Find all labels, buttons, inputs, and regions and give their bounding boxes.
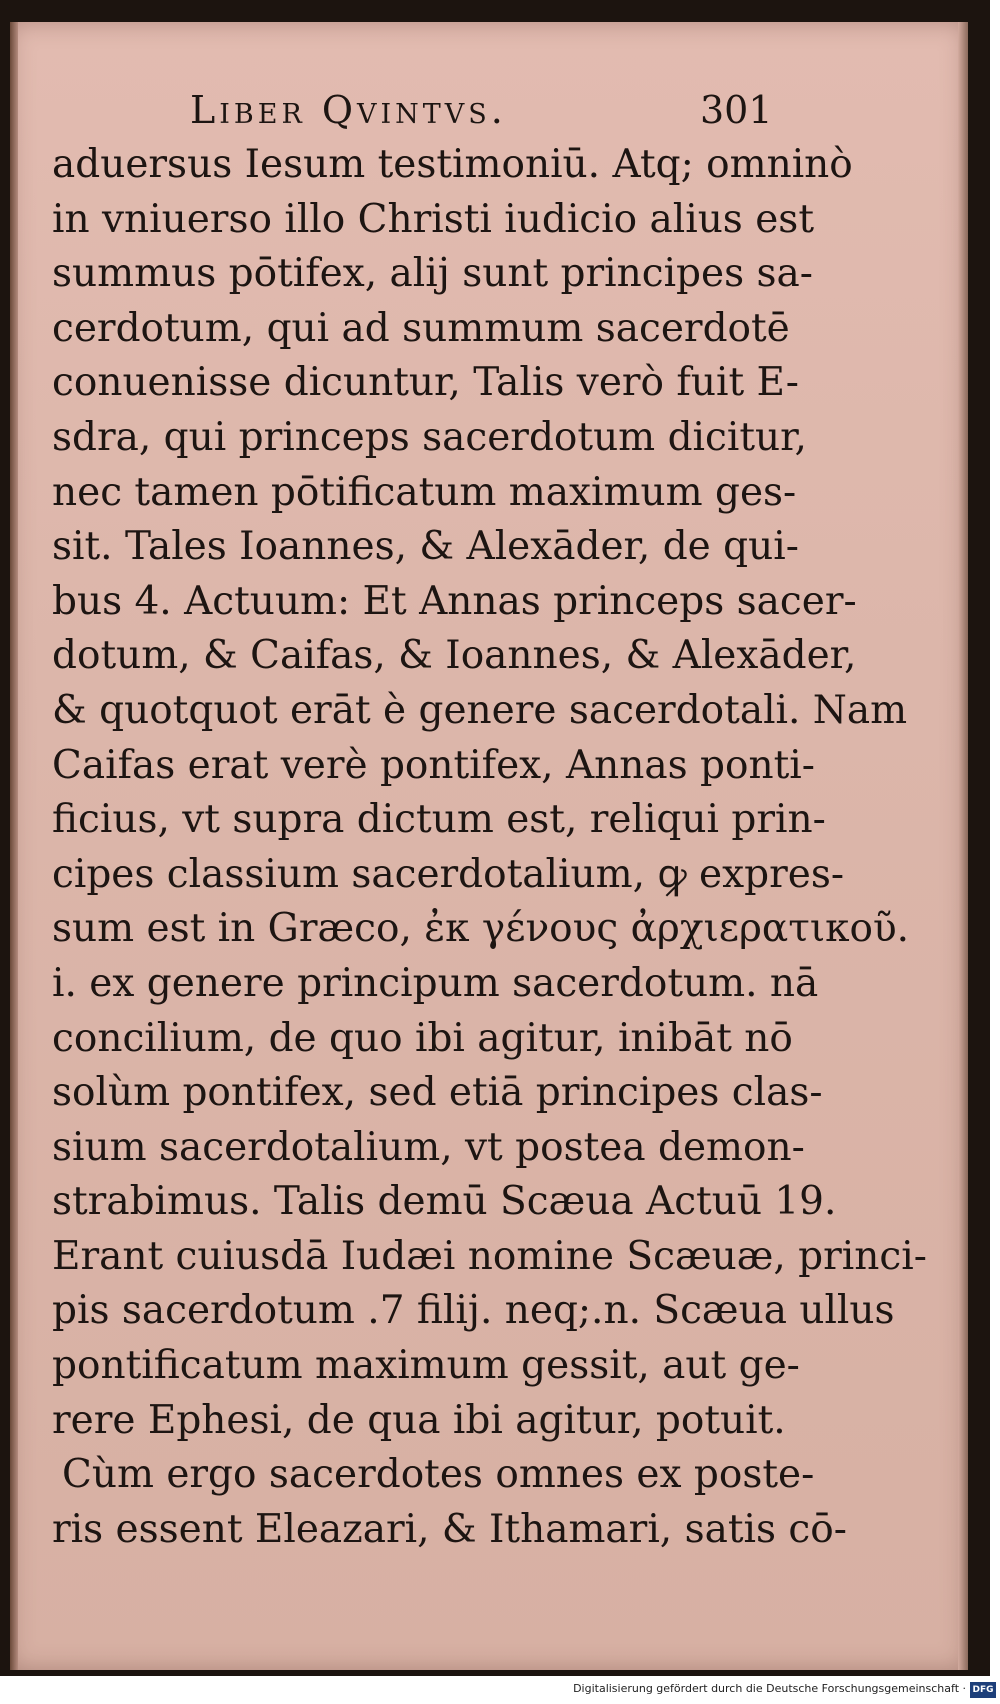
text-line-10: dotum, & Caifas, & Ioannes, & Alexāder, bbox=[52, 633, 857, 679]
text-line-25: Cùm ergo sacerdotes omnes ex poste- bbox=[62, 1452, 815, 1498]
text-line-18: solùm pontifex, sed etiā principes clas- bbox=[52, 1070, 823, 1116]
text-line-13: ficius, vt supra dictum est, reliqui prin- bbox=[52, 797, 826, 843]
page-right-edge bbox=[958, 22, 968, 1670]
text-line-6: sdra, qui princeps sacerdotum dicitur, bbox=[52, 414, 807, 460]
page-left-edge bbox=[10, 22, 18, 1670]
page-number: 301 bbox=[700, 88, 773, 132]
text-line-15: sum est in Græco, ἐκ γένους ἀρχιερατικοῦ. bbox=[52, 906, 910, 952]
text-line-14: cipes classium sacerdotalium, ꝙ expres- bbox=[52, 851, 845, 897]
text-line-7: nec tamen pōtificatum maximum ges- bbox=[52, 469, 797, 515]
text-line-1: aduersus Iesum testimoniū. Atq; omninò bbox=[52, 142, 853, 187]
text-line-4: cerdotum, qui ad summum sacerdotē bbox=[52, 305, 790, 351]
text-line-11: & quotquot erāt è genere sacerdotali. Nam bbox=[52, 687, 908, 733]
text-line-21: Erant cuiusdā Iudæi nomine Scæuæ, princi- bbox=[52, 1233, 927, 1279]
digitization-footer bbox=[0, 1680, 1000, 1704]
text-line-5: conuenisse dicuntur, Talis verò fuit E- bbox=[52, 360, 799, 406]
text-line-26: ris essent Eleazari, & Ithamari, satis cō- bbox=[52, 1506, 847, 1552]
text-line-3: summus pōtifex, alij sunt principes sa- bbox=[52, 251, 813, 297]
text-line-8: sit. Tales Ioannes, & Alexāder, de qui- bbox=[52, 524, 799, 570]
footer-credit: Digitalisierung gefördert durch die Deutsche Forschungsgemeinschaft · bbox=[573, 1682, 966, 1695]
text-line-9: bus 4. Actuum: Et Annas princeps sacer- bbox=[52, 578, 857, 624]
text-line-16: i. ex genere principum sacerdotum. nā bbox=[52, 960, 819, 1006]
text-line-19: sium sacerdotalium, vt postea demon- bbox=[52, 1124, 805, 1170]
page-body-text bbox=[52, 138, 927, 1557]
dfg-logo-icon: DFG bbox=[970, 1682, 996, 1698]
text-line-24: rere Ephesi, de qua ibi agitur, potuit. bbox=[52, 1397, 786, 1443]
text-line-20: strabimus. Talis demū Scæua Actuū 19. bbox=[52, 1179, 837, 1225]
text-line-23: pontificatum maximum gessit, aut ge- bbox=[52, 1343, 800, 1389]
text-line-17: concilium, de quo ibi agitur, inibāt nō bbox=[52, 1015, 793, 1061]
text-line-12: Caifas erat verè pontifex, Annas ponti- bbox=[52, 742, 815, 788]
running-head: Liber Qvintvs. bbox=[190, 88, 507, 132]
text-line-22: pis sacerdotum .7 filij. neq;.n. Scæua ullus bbox=[52, 1288, 895, 1334]
text-line-2: in vniuerso illo Christi iudicio alius est bbox=[52, 196, 814, 242]
